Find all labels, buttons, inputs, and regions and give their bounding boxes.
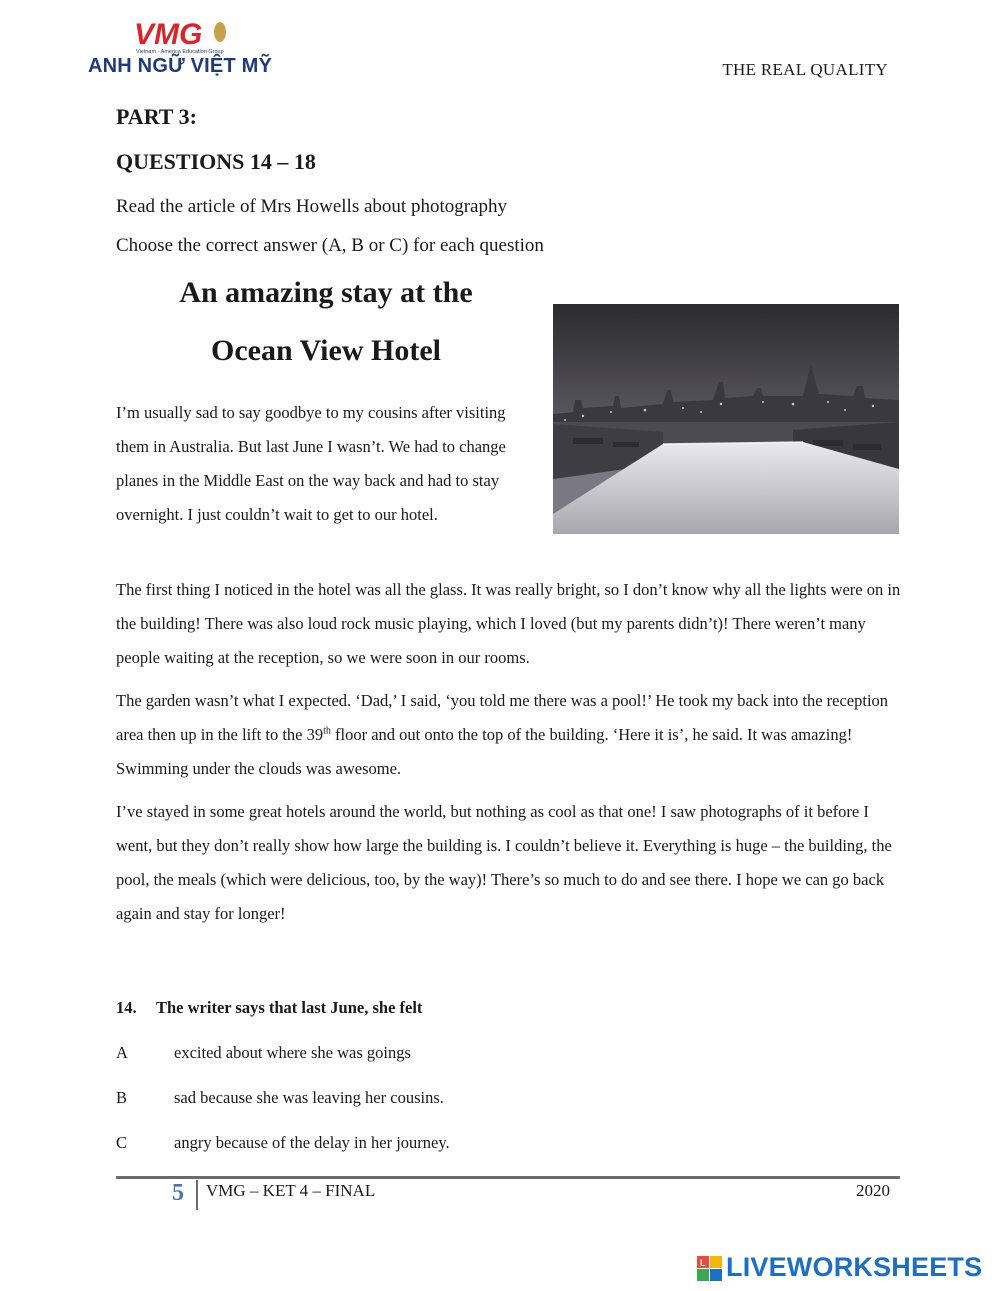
liveworksheets-logo-icon — [697, 1256, 723, 1282]
answer-option-a[interactable] — [116, 1043, 411, 1063]
question-number: 14. — [116, 998, 137, 1017]
part-heading: PART 3: — [116, 104, 197, 129]
logo-leaf-icon — [214, 22, 226, 42]
footer-year: 2020 — [856, 1181, 890, 1200]
option-text: angry because of the delay in her journey. — [174, 1133, 450, 1152]
article-title-line2: Ocean View Hotel — [211, 334, 441, 367]
paragraph-2-text-after: floor and out onto the top of the building. ‘Here it is’, he said. It was amazing! Swimming under the clouds was awesome. — [116, 725, 853, 778]
answer-option-c[interactable] — [116, 1133, 450, 1153]
option-letter: B — [116, 1088, 128, 1107]
logo-text: ANH NGỮ VIỆT MỸ — [88, 55, 273, 77]
option-letter: A — [116, 1043, 128, 1062]
footer-vertical-divider — [196, 1180, 198, 1210]
question-text: The writer says that last June, she felt — [156, 998, 423, 1017]
logo-subtitle: Vietnam - America Education Group — [136, 49, 224, 55]
rooftop-pool-photo — [553, 304, 899, 534]
questions-heading: QUESTIONS 14 – 18 — [116, 149, 316, 174]
question-14 — [116, 998, 422, 1018]
answer-option-b[interactable] — [116, 1088, 444, 1108]
liveworksheets-wordmark: LIVEWORKSHEETS — [726, 1252, 983, 1282]
instruction-read: Read the article of Mrs Howells about photography — [116, 196, 507, 217]
article-paragraph-2 — [116, 684, 906, 786]
floor-ordinal-suffix: th — [323, 725, 331, 737]
footer-divider — [116, 1176, 900, 1179]
article-title-line1: An amazing stay at the — [179, 276, 473, 309]
article-intro: I’m usually sad to say goodbye to my cousins after visiting them in Australia. But last June I wasn’t. We had to change planes in the Middle East on the way back and had to stay overnight. I just couldn’t wait to get to our hotel. — [116, 403, 506, 524]
header-tagline: THE REAL QUALITY — [722, 60, 888, 79]
option-text: sad because she was leaving her cousins. — [174, 1088, 444, 1107]
article-paragraph-3: I’ve stayed in some great hotels around the world, but nothing as cool as that one! I saw photographs of it before I went, but they don’t really show how large the building is. I couldn’t believe it. Everything is huge – the building, the pool, the meals (which were delicious, too, by the way)! There’s so much to do and see there. I hope we can go back again and stay for longer! — [116, 802, 892, 923]
logo-mark-text: VMG — [134, 18, 203, 51]
footer-doc-name: VMG – KET 4 – FINAL — [206, 1181, 376, 1200]
page-number: 5 — [172, 1180, 184, 1206]
option-letter: C — [116, 1133, 128, 1152]
paragraph-2-text-before: The garden wasn’t what I expected. ‘Dad,’ I said, ‘you told me there was a pool!’ He took my back into the reception area then up in the lift to the 39 — [116, 691, 889, 744]
instruction-choose: Choose the correct answer (A, B or C) for each question — [116, 235, 544, 256]
icon-letter: L — [700, 1258, 706, 1268]
article-paragraph-1: The first thing I noticed in the hotel was all the glass. It was really bright, so I don’t know why all the lights were on in the building! There was also loud rock music playing, which I loved (but my parents didn’t)! There weren’t many people waiting at the reception, so we were soon in our rooms. — [116, 580, 901, 667]
option-text: excited about where she was goings — [174, 1043, 411, 1062]
vmg-logo-mark — [132, 16, 242, 56]
